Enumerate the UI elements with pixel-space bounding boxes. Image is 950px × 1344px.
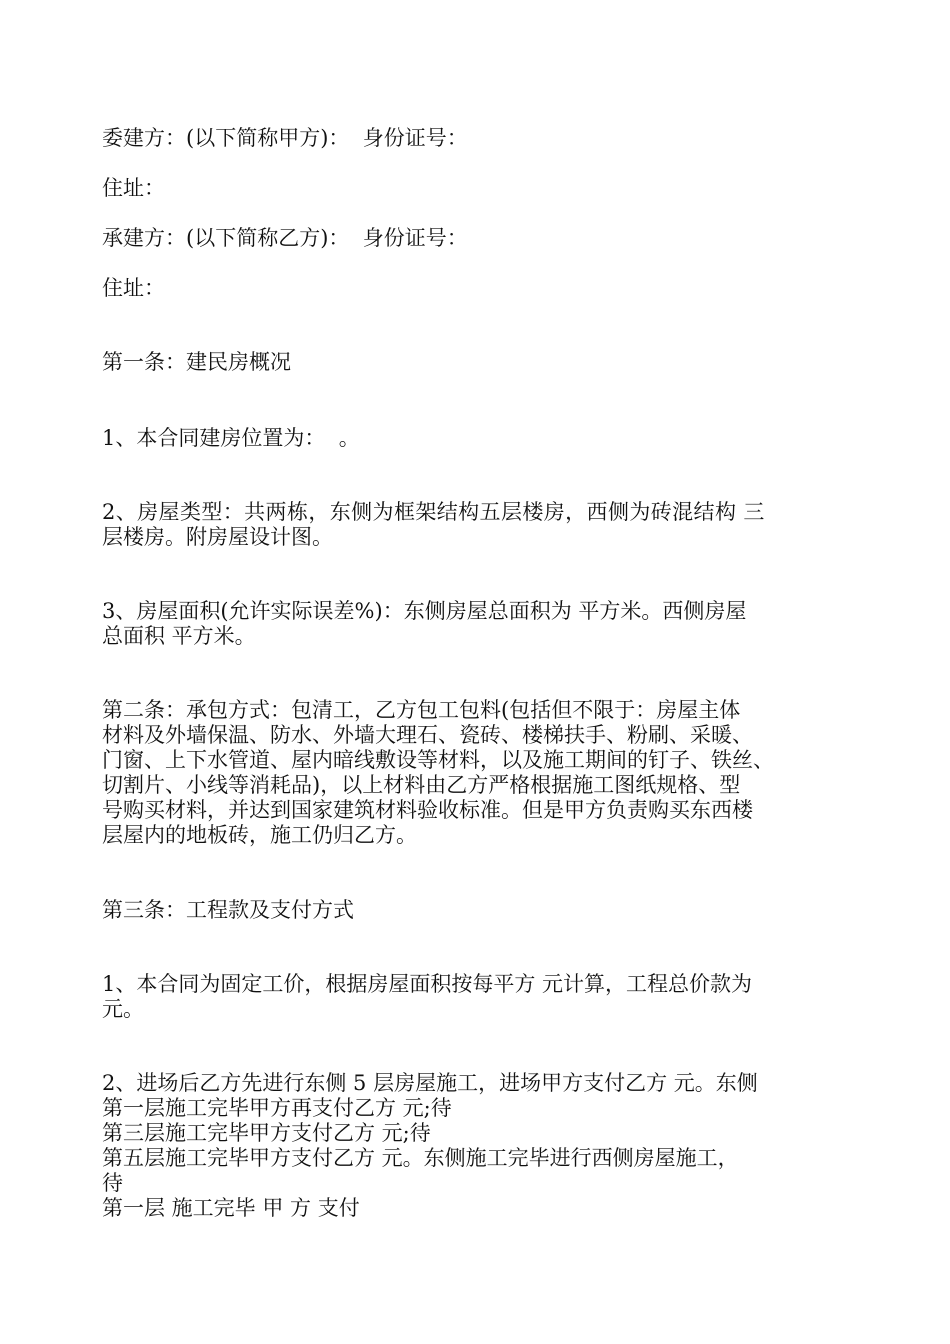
article-1-item-3-line-2: 总面积 平方米。 <box>102 624 256 648</box>
article-3-item-2-line-2: 第一层施工完毕甲方再支付乙方 元;待 <box>102 1096 452 1120</box>
article-3-item-2-line-3: 第三层施工完毕甲方支付乙方 元;待 <box>102 1121 431 1145</box>
article-1-item-2-line-1: 2、房屋类型：共两栋，东侧为框架结构五层楼房，西侧为砖混结构 三 <box>102 500 765 524</box>
article-3-item-2-line-5: 待 <box>102 1171 123 1195</box>
article-3-item-1-line-2: 元。 <box>102 997 144 1021</box>
article-3-title: 第三条：工程款及支付方式 <box>102 898 354 922</box>
article-3-item-2-line-6: 第一层 施工完毕 甲 方 支付 <box>102 1196 360 1220</box>
party-a-label: 委建方：(以下简称甲方)： 身份证号： <box>102 126 468 150</box>
article-3-item-2-line-1: 2、进场后乙方先进行东侧 5 层房屋施工，进场甲方支付乙方 元。东侧 <box>102 1071 758 1095</box>
party-b-label: 承建方：(以下简称乙方)： 身份证号： <box>102 226 468 250</box>
article-2-line-1: 第二条：承包方式：包清工，乙方包工包料(包括但不限于：房屋主体 <box>102 698 741 722</box>
article-2-line-4: 切割片、小线等消耗品)，以上材料由乙方严格根据施工图纸规格、型 <box>102 773 741 797</box>
article-1-item-1: 1、本合同建房位置为： 。 <box>102 426 360 450</box>
article-2-line-2: 材料及外墙保温、防水、外墙大理石、瓷砖、楼梯扶手、粉刷、采暖、 <box>102 723 753 747</box>
article-3-item-2-line-4: 第五层施工完毕甲方支付乙方 元。东侧施工完毕进行西侧房屋施工， <box>102 1146 739 1170</box>
party-a-address: 住址： <box>102 176 165 200</box>
article-3-item-1-line-1: 1、本合同为固定工价，根据房屋面积按每平方 元计算，工程总价款为 <box>102 972 753 996</box>
article-2-line-3: 门窗、上下水管道、屋内暗线敷设等材料，以及施工期间的钉子、铁丝、 <box>102 748 774 772</box>
article-1-item-2-line-2: 层楼房。附房屋设计图。 <box>102 525 333 549</box>
party-b-address: 住址： <box>102 276 165 300</box>
article-1-title: 第一条：建民房概况 <box>102 350 291 374</box>
article-1-item-3-line-1: 3、房屋面积(允许实际误差%)：东侧房屋总面积为 平方米。西侧房屋 <box>102 599 747 623</box>
article-2-line-6: 层屋内的地板砖，施工仍归乙方。 <box>102 823 417 847</box>
article-2-line-5: 号购买材料，并达到国家建筑材料验收标准。但是甲方负责购买东西楼 <box>102 798 753 822</box>
